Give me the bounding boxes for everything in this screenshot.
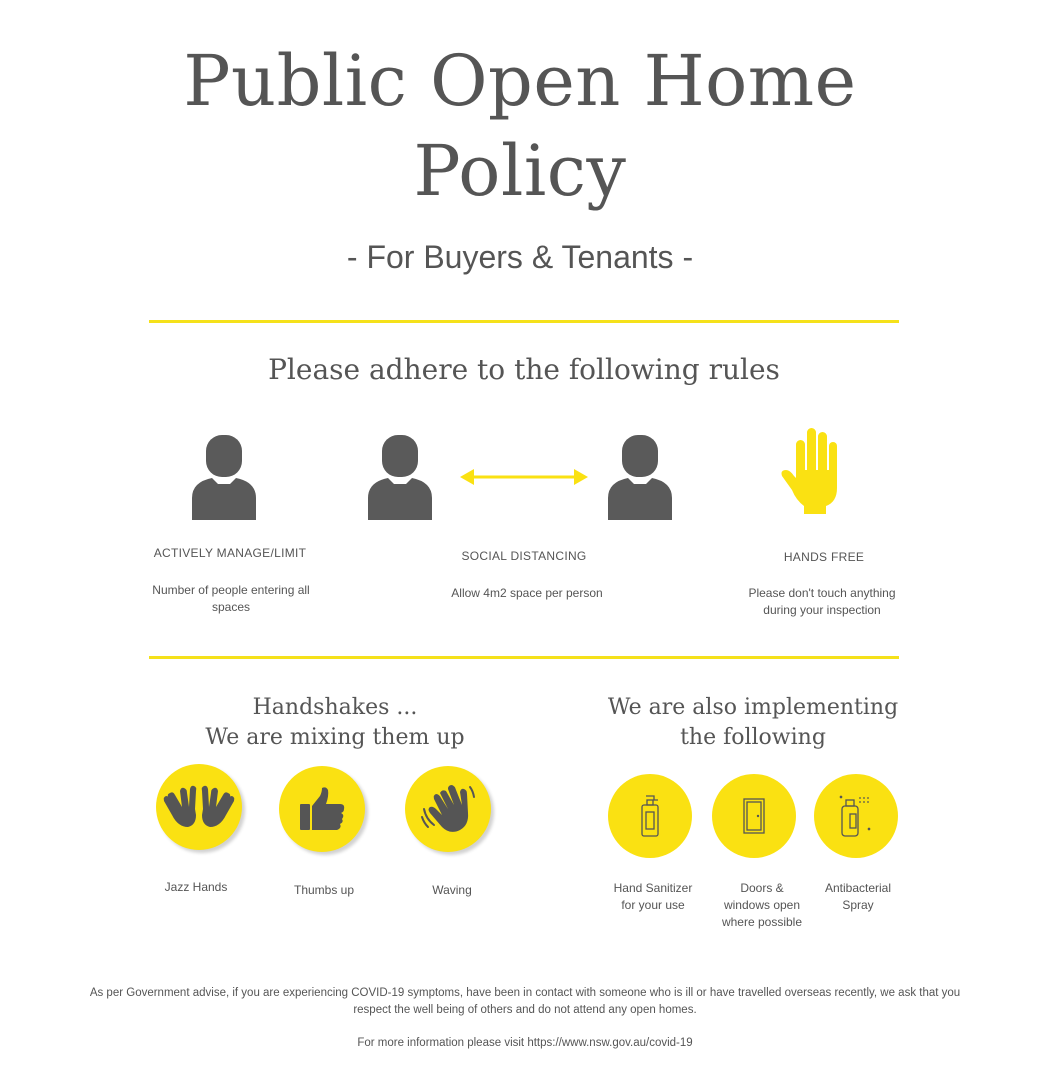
jazz-hands-icon [162,785,236,829]
implementing-heading-line-1: We are also implementing [607,695,899,720]
rule-label-manage-limit: ACTIVELY MANAGE/LIMIT [153,546,307,560]
raised-hand-icon [780,426,844,516]
rule-label-hands-free: HANDS FREE [783,550,865,564]
implementing-heading [585,693,921,753]
waving-circle [405,766,491,852]
page-title-line-2: Policy [413,130,627,212]
person-icon-left [366,434,434,520]
thumbs-up-label: Thumbs up [293,883,355,897]
implementing-heading-line-2: the following [680,725,826,750]
divider-middle [149,656,899,659]
rule-label-social-distancing: SOCIAL DISTANCING [461,549,587,563]
rule-description-hands-free: Please don't touch anything during your inspection [748,586,896,617]
person-icon [190,434,258,520]
door-icon [742,797,766,835]
thumbs-up-icon [298,786,346,832]
rule-description-manage-limit: Number of people entering all spaces [152,583,310,614]
jazz-hands-label: Jazz Hands [164,880,228,894]
handshakes-heading-line-1: Handshakes ... [252,695,418,720]
sanitizer-bottle-icon [638,794,662,838]
more-info-text: For more information please visit https://www.nsw.gov.au/covid-19 [357,1037,693,1049]
double-arrow-icon [460,467,588,487]
handshakes-heading-line-2: We are mixing them up [205,725,465,750]
thumbs-up-circle [279,766,365,852]
waving-label: Waving [432,883,472,897]
spray-circle [814,774,898,858]
spray-can-icon [838,794,874,838]
person-icon-right [606,434,674,520]
antibacterial-spray-label: Antibacterial Spray [824,881,892,912]
doors-windows-label: Doors & windows open where possible [721,881,803,929]
door-circle [712,774,796,858]
sanitizer-circle [608,774,692,858]
page-title-line-1: Public Open Home [183,40,857,122]
waving-hand-icon [420,783,476,835]
rules-heading: Please adhere to the following rules [268,353,780,386]
page-subtitle: - For Buyers & Tenants - [346,239,694,275]
rule-description-social-distancing: Allow 4m2 space per person [451,586,603,600]
sanitizer-label: Hand Sanitizer for your use [613,881,693,912]
covid-advice-text: As per Government advise, if you are experiencing COVID-19 symptoms, have been in contact with someone who is ill or have travelled overseas recently, we ask that you respect the well being of others and do not attend any open homes. [89,987,961,1016]
divider-top [149,320,899,323]
handshakes-heading [170,693,500,753]
jazz-hands-circle [156,764,242,850]
